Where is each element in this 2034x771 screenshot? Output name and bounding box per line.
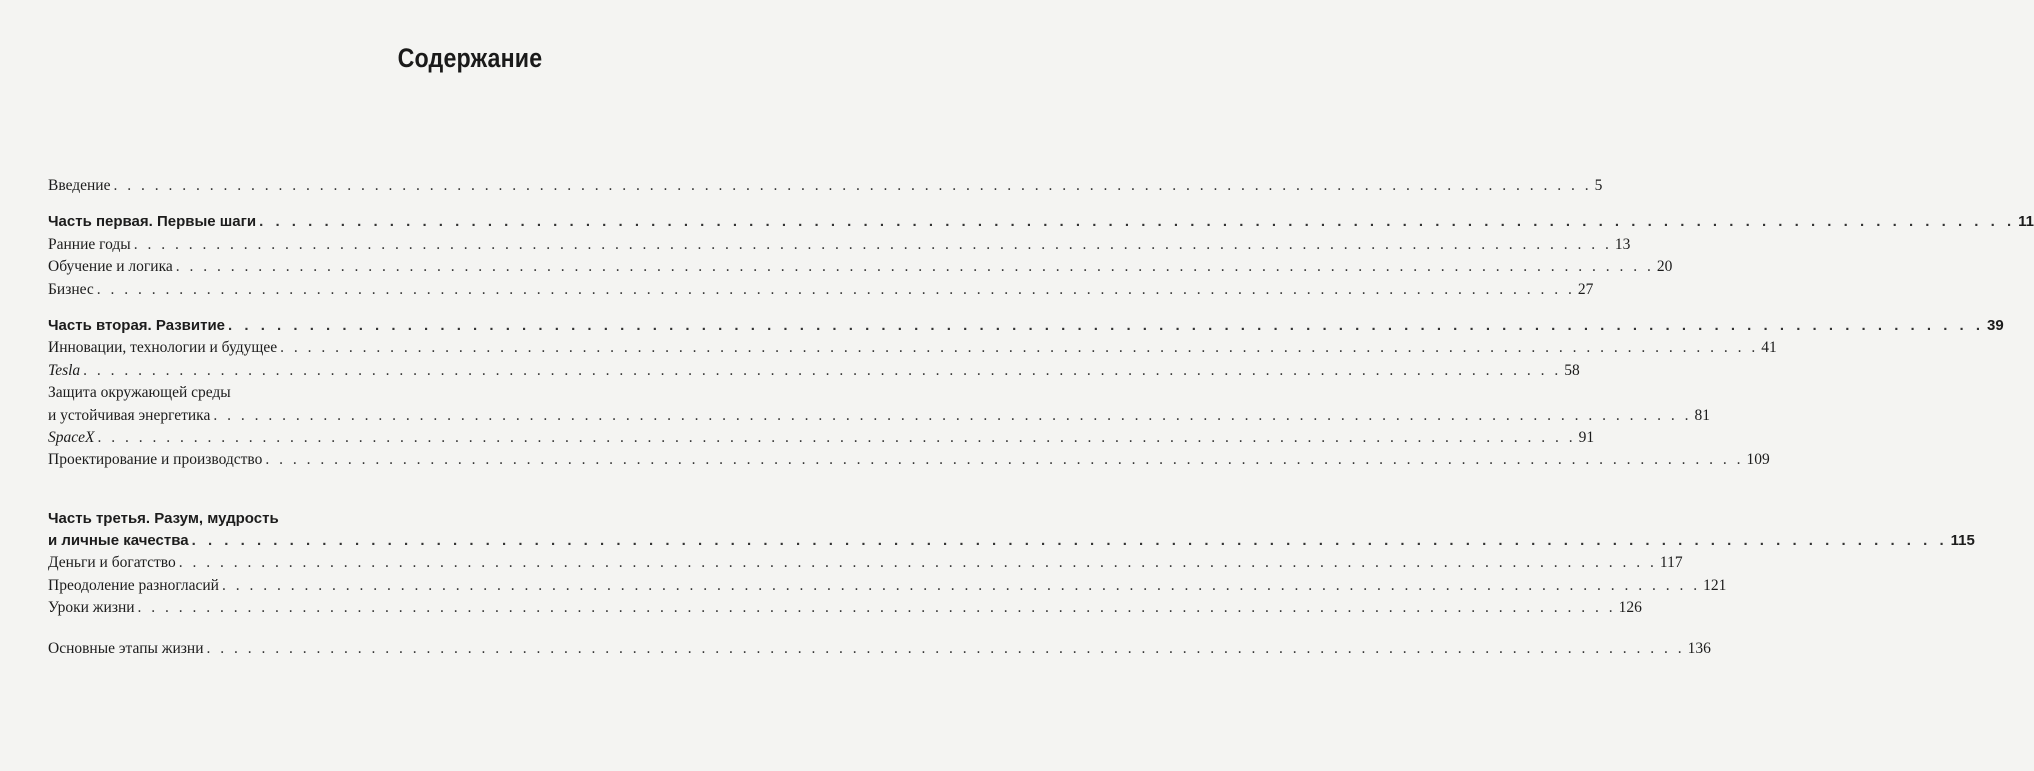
dot-leader: . . . . . . . . . . . . . . . . . . . . . . . . . . . . . . . . . . . . . . . . . . . . . . . . . . . . . . . . . . . . . . . . . . . . . . . . . . . . . . . . . . . . . . . . . . . . . . . . . . . . . . . . . . . . bbox=[96, 280, 1575, 298]
toc-entry[interactable] bbox=[48, 449, 1770, 471]
toc-entry-title-line[interactable]: Защита окружающей среды bbox=[48, 384, 231, 402]
toc-entry-title: Уроки жизни bbox=[48, 599, 135, 617]
toc-page-number: 136 bbox=[1687, 639, 1711, 657]
toc-entry[interactable] bbox=[48, 256, 1673, 278]
toc-entry[interactable] bbox=[48, 279, 1594, 301]
toc-entry-title: SpaceX bbox=[48, 428, 95, 446]
toc-entry-title: Проектирование и производство bbox=[48, 451, 263, 469]
toc-page-number: 39 bbox=[1987, 316, 2004, 334]
toc-entry-title: Бизнес bbox=[48, 280, 94, 298]
toc-part-title: Часть первая. Первые шаги bbox=[48, 213, 257, 231]
toc-page-number: 58 bbox=[1564, 361, 1580, 379]
toc-entry[interactable] bbox=[48, 552, 1683, 574]
dot-leader: . . . . . . . . . . . . . . . . . . . . . . . . . . . . . . . . . . . . . . . . . . . . . . . . . . . . . . . . . . . . . . . . . . . . . . . . . . . . . . . . . . . . . . . . . . . . . . . . . . . . . . . . . . . . bbox=[133, 235, 1612, 253]
dot-leader: . . . . . . . . . . . . . . . . . . . . . . . . . . . . . . . . . . . . . . . . . . . . . . . . . . . . . . . . . . . . . . . . . . . . . . . . . . . . . . . . . . . . . . . . . . . . . . . . . . . . . . . . . . . . bbox=[259, 213, 2016, 231]
toc-entry[interactable] bbox=[48, 360, 1580, 382]
dot-leader: . . . . . . . . . . . . . . . . . . . . . . . . . . . . . . . . . . . . . . . . . . . . . . . . . . . . . . . . . . . . . . . . . . . . . . . . . . . . . . . . . . . . . . . . . . . . . . . . . . . . . . . . . . . . bbox=[228, 316, 1985, 334]
dot-leader: . . . . . . . . . . . . . . . . . . . . . . . . . . . . . . . . . . . . . . . . . . . . . . . . . . . . . . . . . . . . . . . . . . . . . . . . . . . . . . . . . . . . . . . . . . . . . . . . . . . . . . . . . . . . bbox=[265, 451, 1744, 469]
toc-page-number: 91 bbox=[1578, 428, 1595, 446]
toc-entry[interactable] bbox=[48, 337, 1777, 359]
toc-entry-milestones[interactable] bbox=[48, 638, 1711, 660]
toc-entry[interactable] bbox=[48, 405, 1710, 427]
toc-page-number: 117 bbox=[1659, 554, 1683, 572]
toc-entry-title: Деньги и богатство bbox=[48, 554, 176, 572]
dot-leader: . . . . . . . . . . . . . . . . . . . . . . . . . . . . . . . . . . . . . . . . . . . . . . . . . . . . . . . . . . . . . . . . . . . . . . . . . . . . . . . . . . . . . . . . . . . . . . . . . . . . . . . . . . . . bbox=[113, 177, 1592, 194]
dot-leader: . . . . . . . . . . . . . . . . . . . . . . . . . . . . . . . . . . . . . . . . . . . . . . . . . . . . . . . . . . . . . . . . . . . . . . . . . . . . . . . . . . . . . . . . . . . . . . . . . . . . . . . . . . . . bbox=[97, 428, 1576, 446]
toc-entry-title: Tesla bbox=[48, 361, 81, 379]
toc-part-three-title-line[interactable]: Часть третья. Разум, мудрость bbox=[48, 509, 279, 527]
dot-leader: . . . . . . . . . . . . . . . . . . . . . . . . . . . . . . . . . . . . . . . . . . . . . . . . . . . . . . . . . . . . . . . . . . . . . . . . . . . . . . . . . . . . . . . . . . . . . . . . . . . . . . . . . . . . bbox=[221, 576, 1701, 594]
dot-leader: . . . . . . . . . . . . . . . . . . . . . . . . . . . . . . . . . . . . . . . . . . . . . . . . . . . . . . . . . . . . . . . . . . . . . . . . . . . . . . . . . . . . . . . . . . . . . . . . . . . . . . . . . . . . bbox=[213, 406, 1692, 424]
toc-part-title: Часть вторая. Развитие bbox=[48, 316, 226, 334]
toc-page-number: 5 bbox=[1594, 177, 1603, 194]
toc-entry-title: Введение bbox=[48, 177, 111, 194]
dot-leader: . . . . . . . . . . . . . . . . . . . . . . . . . . . . . . . . . . . . . . . . . . . . . . . . . . . . . . . . . . . . . . . . . . . . . . . . . . . . . . . . . . . . . . . . . . . . . . . . . . . . . . . . . . . . bbox=[280, 339, 1759, 357]
toc-entry[interactable] bbox=[48, 575, 1727, 597]
toc-page-number: 126 bbox=[1618, 599, 1642, 617]
toc-entry-title: Основные этапы жизни bbox=[48, 639, 204, 657]
toc-entry-title: Инновации, технологии и будущее bbox=[48, 339, 278, 357]
table-of-contents bbox=[48, 175, 2034, 660]
toc-page-number: 115 bbox=[1950, 532, 1975, 550]
dot-leader: . . . . . . . . . . . . . . . . . . . . . . . . . . . . . . . . . . . . . . . . . . . . . . . . . . . . . . . . . . . . . . . . . . . . . . . . . . . . . . . . . . . . . . . . . . . . . . . . . . . . . . . . . . . . bbox=[191, 532, 1948, 550]
toc-page-number: 13 bbox=[1614, 235, 1631, 253]
toc-page-number: 11 bbox=[2018, 213, 2034, 231]
toc-part-three-heading[interactable] bbox=[48, 530, 1975, 552]
page-title: Содержание bbox=[397, 43, 542, 73]
toc-entry[interactable] bbox=[48, 234, 1631, 256]
toc-page-number: 81 bbox=[1694, 406, 1710, 424]
toc-entry[interactable] bbox=[48, 597, 1642, 619]
toc-entry-title: и устойчивая энергетика bbox=[48, 406, 211, 424]
toc-entry-title: Ранние годы bbox=[48, 235, 131, 253]
toc-entry-title: Обучение и логика bbox=[48, 258, 173, 276]
dot-leader: . . . . . . . . . . . . . . . . . . . . . . . . . . . . . . . . . . . . . . . . . . . . . . . . . . . . . . . . . . . . . . . . . . . . . . . . . . . . . . . . . . . . . . . . . . . . . . . . . . . . . . . . . . . . bbox=[175, 258, 1654, 276]
toc-page-number: 27 bbox=[1577, 280, 1594, 298]
toc-entry-title: Преодоление разногласий bbox=[48, 576, 219, 594]
dot-leader: . . . . . . . . . . . . . . . . . . . . . . . . . . . . . . . . . . . . . . . . . . . . . . . . . . . . . . . . . . . . . . . . . . . . . . . . . . . . . . . . . . . . . . . . . . . . . . . . . . . . . . . . . . . . bbox=[178, 554, 1657, 572]
dot-leader: . . . . . . . . . . . . . . . . . . . . . . . . . . . . . . . . . . . . . . . . . . . . . . . . . . . . . . . . . . . . . . . . . . . . . . . . . . . . . . . . . . . . . . . . . . . . . . . . . . . . . . . . . . . . bbox=[137, 599, 1616, 617]
toc-page-number: 121 bbox=[1703, 576, 1727, 594]
toc-part-title: и личные качества bbox=[48, 532, 189, 550]
toc-entry-introduction[interactable] bbox=[48, 175, 1603, 197]
toc-part-one-heading[interactable] bbox=[48, 211, 2034, 233]
toc-page-number: 41 bbox=[1761, 339, 1777, 357]
dot-leader: . . . . . . . . . . . . . . . . . . . . . . . . . . . . . . . . . . . . . . . . . . . . . . . . . . . . . . . . . . . . . . . . . . . . . . . . . . . . . . . . . . . . . . . . . . . . . . . . . . . . . . . . . . . . bbox=[206, 639, 1685, 657]
toc-page-number: 109 bbox=[1746, 451, 1770, 469]
toc-entry[interactable] bbox=[48, 427, 1595, 449]
dot-leader: . . . . . . . . . . . . . . . . . . . . . . . . . . . . . . . . . . . . . . . . . . . . . . . . . . . . . . . . . . . . . . . . . . . . . . . . . . . . . . . . . . . . . . . . . . . . . . . . . . . . . . . . . . . . bbox=[83, 361, 1562, 379]
toc-part-two-heading[interactable] bbox=[48, 315, 2004, 337]
toc-page-number: 20 bbox=[1656, 258, 1673, 276]
